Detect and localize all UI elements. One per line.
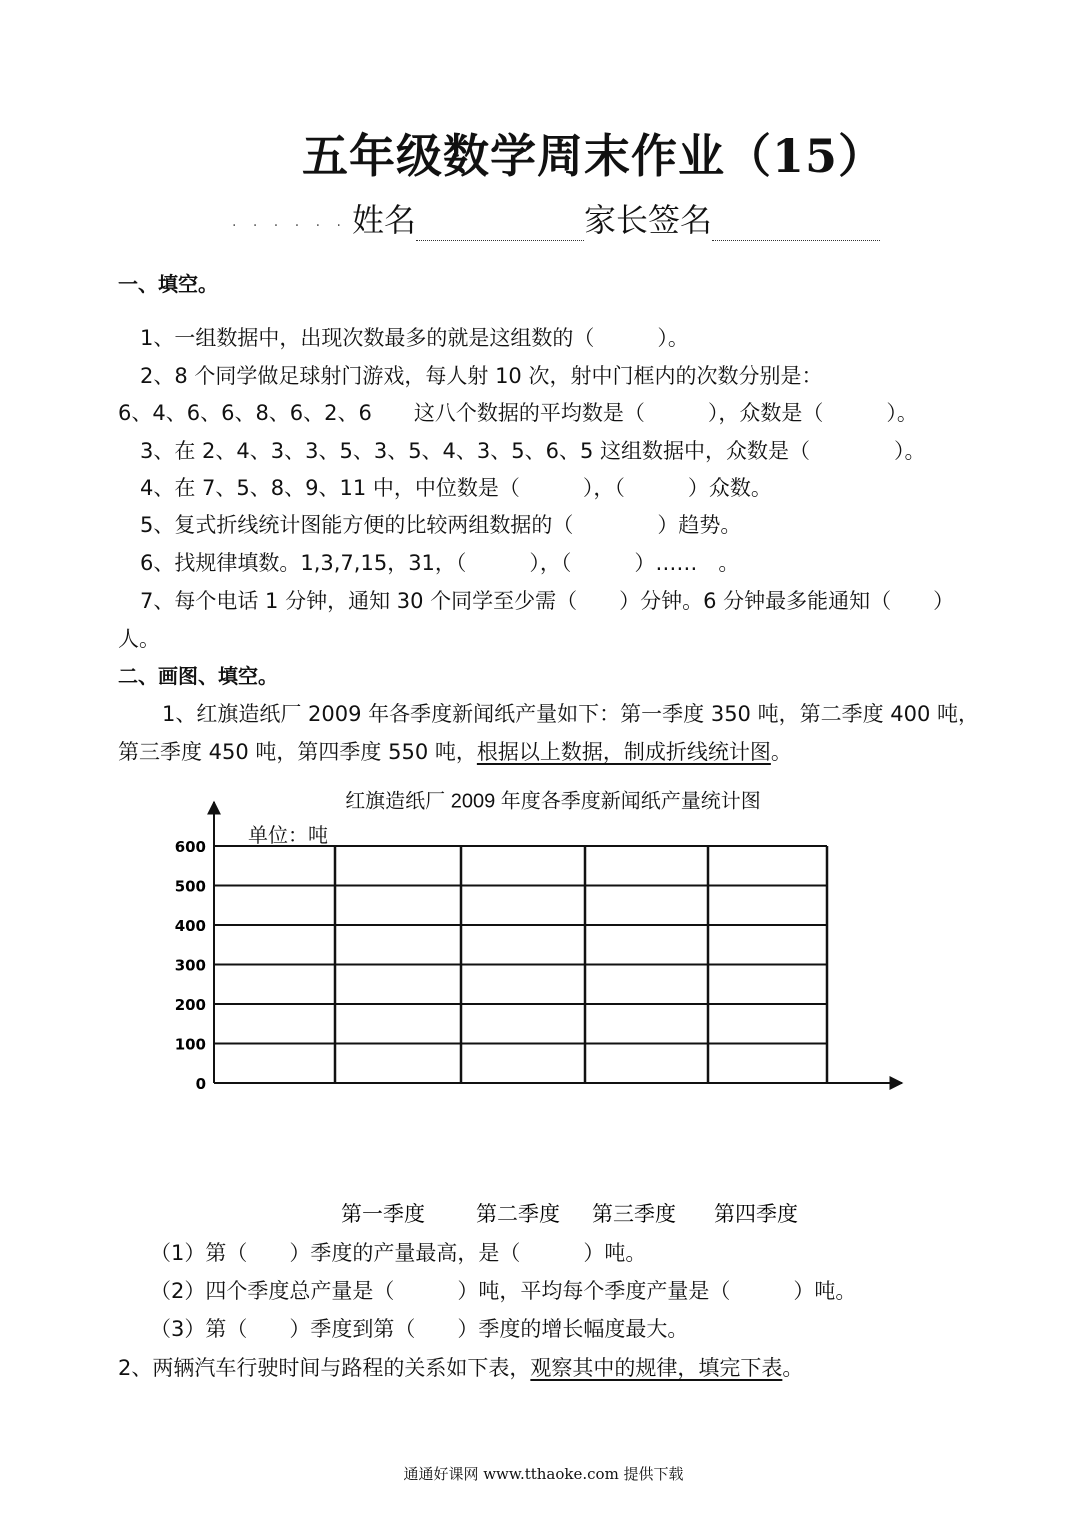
y-tick-label: 400 (174, 917, 206, 935)
problem-2-end: 。 (782, 1356, 804, 1380)
y-tick-label: 600 (174, 838, 206, 856)
y-tick-label: 100 (174, 1035, 206, 1054)
x-category-label: 第二季度 (476, 1203, 560, 1226)
y-tick-label: 0 (195, 1075, 206, 1093)
chart-title: 红旗造纸厂 2009 年度各季度新闻纸产量统计图 (345, 790, 761, 813)
line-chart-grid[interactable] (150, 790, 930, 1240)
problem-1b-end: 。 (770, 740, 792, 764)
question-3: 3、在 2、4、3、3、5、3、5、4、3、5、6、5 这组数据中，众数是（ ）。 (140, 439, 926, 463)
problem-1a: 1、红旗造纸厂 2009 年各季度新闻纸产量如下：第一季度 350 吨，第二季度 400 吨， (162, 702, 980, 726)
subquestion-2: （2）四个季度总产量是（ ）吨，平均每个季度产量是（ ）吨。 (150, 1279, 857, 1303)
subquestion-1: （1）第（ ）季度的产量最高，是（ ）吨。 (150, 1241, 647, 1265)
y-axis-ticks (175, 838, 206, 1093)
problem-2-instruction: 观察其中的规律，填完下表 (530, 1356, 783, 1380)
section2-heading: 二、画图、填空。 (118, 664, 278, 688)
subquestion-3: （3）第（ ）季度到第（ ）季度的增长幅度最大。 (150, 1317, 689, 1341)
y-tick-label: 500 (174, 877, 206, 896)
question-6: 6、找规律填数。1,3,7,15，31，（ ），（ ）…… 。 (140, 551, 740, 575)
section1-heading: 一、填空。 (118, 272, 218, 296)
name-row (352, 195, 880, 241)
footer-credit: 通通好课网 www.tthaoke.com 提供下载 (403, 1465, 684, 1483)
problem-1b (118, 736, 792, 766)
problem-1b-text: 第三季度 450 吨，第四季度 550 吨， (118, 740, 477, 764)
parent-sign-label: 家长签名 (584, 201, 713, 239)
question-4: 4、在 7、5、8、9、11 中，中位数是（ ），（ ）众数。 (140, 476, 772, 500)
question-2a: 2、8 个同学做足球射门游戏，每人射 10 次，射中门框内的次数分别是： (140, 364, 823, 388)
x-category-label: 第三季度 (592, 1203, 676, 1226)
question-1: 1、一组数据中，出现次数最多的就是这组数的（ ）。 (140, 326, 689, 350)
question-7a: 7、每个电话 1 分钟，通知 30 个同学至少需（ ）分钟。6 分钟最多能通知（ ） (140, 589, 955, 613)
name-label: 姓名 (352, 201, 417, 239)
problem-2-text: 2、两辆汽车行驶时间与路程的关系如下表， (118, 1356, 531, 1380)
page-title: 五年级数学周末作业（15） (301, 129, 885, 183)
x-axis-categories (341, 1203, 798, 1226)
question-7b: 人。 (118, 627, 160, 651)
question-5: 5、复式折线统计图能方便的比较两组数据的（ ）趋势。 (140, 513, 742, 537)
decorative-dots: . . . . . . . (232, 214, 368, 230)
chart-unit-label: 单位：吨 (248, 825, 328, 847)
question-2b: 6、4、6、6、8、6、2、6 这八个数据的平均数是（ ），众数是（ ）。 (118, 401, 918, 425)
chart-grid (214, 846, 827, 1083)
name-blank[interactable] (416, 210, 584, 241)
y-tick-label: 300 (174, 956, 206, 975)
x-category-label: 第一季度 (341, 1203, 425, 1226)
y-tick-label: 200 (174, 996, 206, 1014)
parent-sign-blank[interactable] (712, 210, 880, 241)
problem-1b-instruction: 根据以上数据，制成折线统计图 (476, 740, 771, 764)
problem-2 (118, 1352, 803, 1382)
x-category-label: 第四季度 (714, 1203, 798, 1226)
